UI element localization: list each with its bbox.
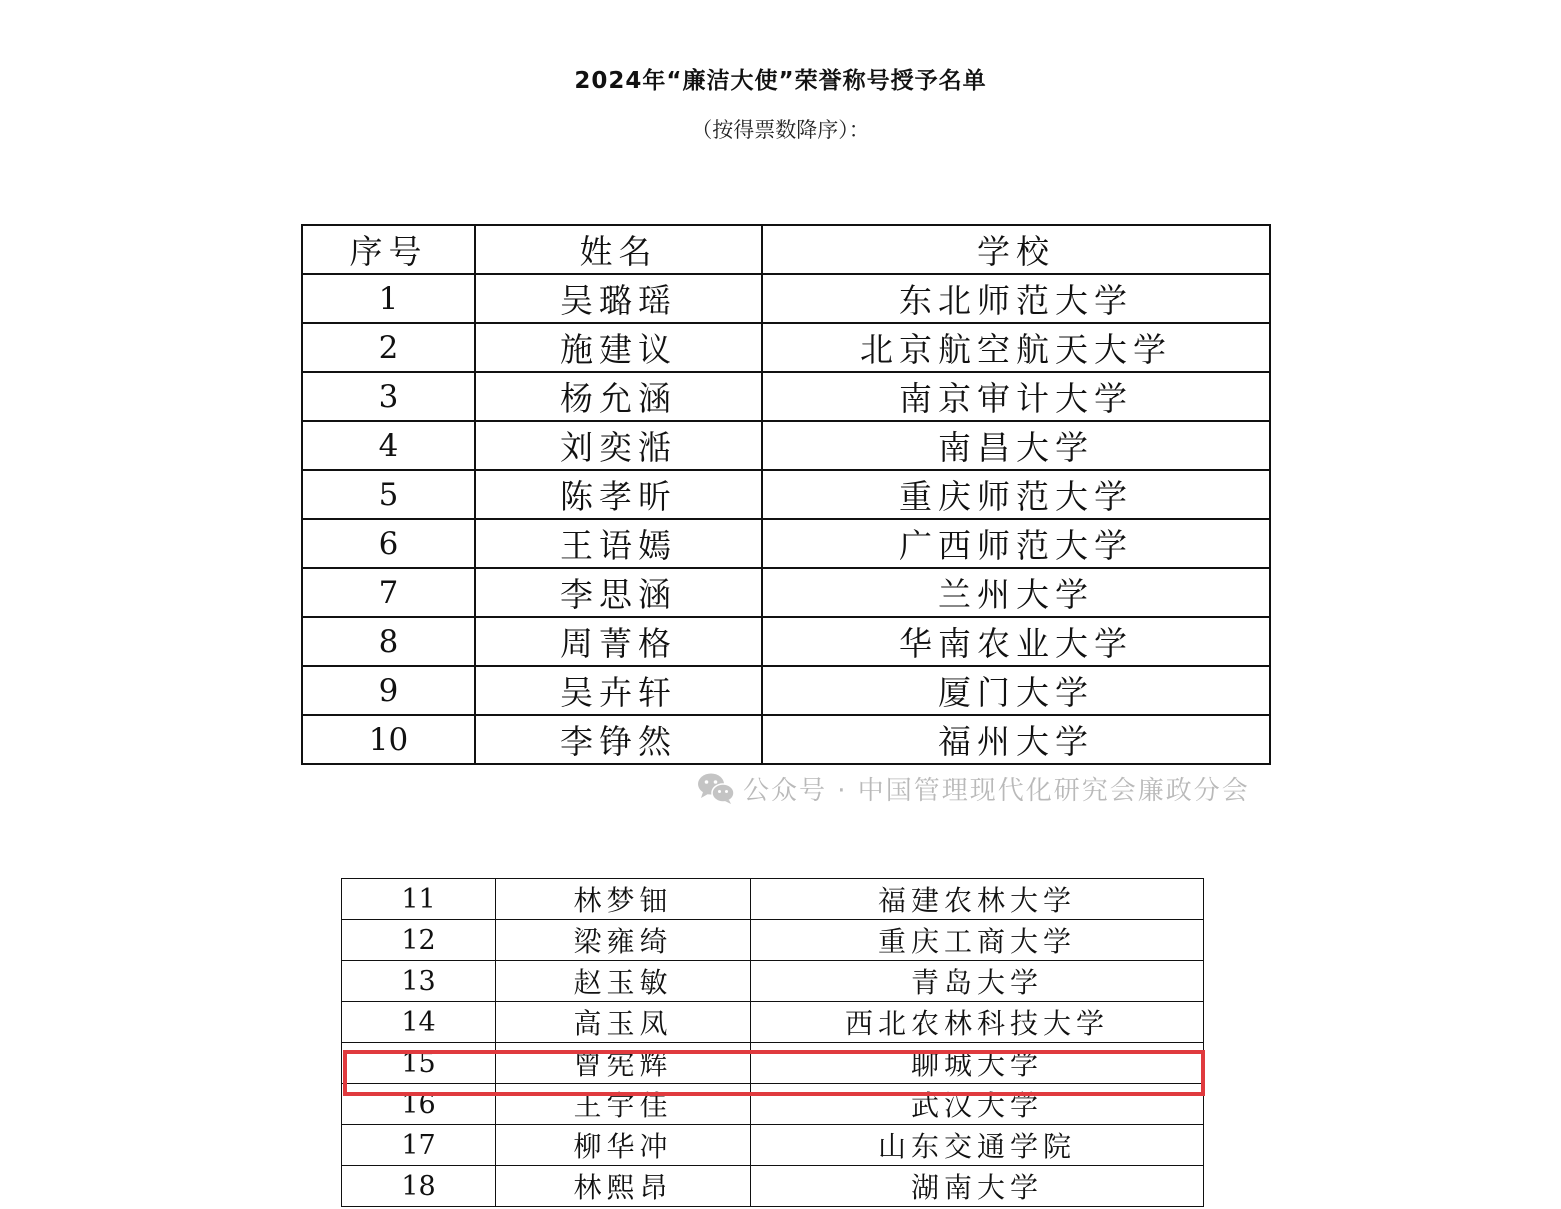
cell-index: 10 [302,715,475,764]
cell-school: 南昌大学 [762,421,1270,470]
cell-index: 11 [342,879,496,920]
cell-school: 南京审计大学 [762,372,1270,421]
cell-name: 柳华冲 [496,1125,751,1166]
cell-school: 兰州大学 [762,568,1270,617]
cell-school: 武汉大学 [751,1084,1204,1125]
cell-name: 李铮然 [475,715,762,764]
cell-index: 4 [302,421,475,470]
cell-school: 聊城大学 [751,1043,1204,1084]
table-row [302,372,1270,421]
cell-index: 7 [302,568,475,617]
cell-name: 林梦钿 [496,879,751,920]
cell-school: 华南农业大学 [762,617,1270,666]
cell-index: 3 [302,372,475,421]
cell-index: 2 [302,323,475,372]
cell-name: 刘奕湉 [475,421,762,470]
table-row [302,715,1270,764]
cell-name: 施建议 [475,323,762,372]
honoree-table-part-1 [301,224,1271,765]
header-index: 序号 [302,225,475,274]
cell-name: 王语嫣 [475,519,762,568]
cell-school: 福州大学 [762,715,1270,764]
table-row [302,323,1270,372]
document-subtitle: （按得票数降序）： [691,118,870,142]
cell-school: 北京航空航天大学 [762,323,1270,372]
cell-index: 18 [342,1166,496,1207]
cell-index: 5 [302,470,475,519]
cell-school: 西北农林科技大学 [751,1002,1204,1043]
cell-name: 吴璐瑶 [475,274,762,323]
table-row [342,1084,1204,1125]
table-row [342,1125,1204,1166]
table-row [302,470,1270,519]
cell-school: 湖南大学 [751,1166,1204,1207]
table-row [302,274,1270,323]
cell-school: 山东交通学院 [751,1125,1204,1166]
table-row [342,1002,1204,1043]
cell-index: 9 [302,666,475,715]
cell-name: 周菁格 [475,617,762,666]
cell-name: 林熙昂 [496,1166,751,1207]
cell-index: 1 [302,274,475,323]
table-header-row [302,225,1270,274]
cell-name: 李思涵 [475,568,762,617]
header-name: 姓名 [475,225,762,274]
table-row [302,421,1270,470]
cell-name: 曾宪辉 [496,1043,751,1084]
table-row [342,961,1204,1002]
cell-index: 6 [302,519,475,568]
document-title: 2024年“廉洁大使”荣誉称号授予名单 [574,68,987,94]
cell-name: 吴卉轩 [475,666,762,715]
cell-index: 15 [342,1043,496,1084]
table-row [302,568,1270,617]
cell-school: 广西师范大学 [762,519,1270,568]
header-school: 学校 [762,225,1270,274]
table-row [302,519,1270,568]
honoree-table-part-2 [341,878,1204,1207]
cell-index: 13 [342,961,496,1002]
cell-name: 赵玉敏 [496,961,751,1002]
table-row [342,879,1204,920]
cell-name: 陈孝昕 [475,470,762,519]
cell-name: 王宇佳 [496,1084,751,1125]
cell-name: 杨允涵 [475,372,762,421]
cell-school: 重庆师范大学 [762,470,1270,519]
cell-school: 青岛大学 [751,961,1204,1002]
cell-school: 福建农林大学 [751,879,1204,920]
wechat-icon [697,771,735,805]
cell-index: 12 [342,920,496,961]
table-row [342,920,1204,961]
table-row [302,666,1270,715]
watermark-text: 公众号 · 中国管理现代化研究会廉政分会 [743,775,1250,806]
cell-index: 17 [342,1125,496,1166]
cell-index: 14 [342,1002,496,1043]
cell-name: 梁雍绮 [496,920,751,961]
table-row [302,617,1270,666]
table-row-highlighted [342,1043,1204,1084]
cell-school: 东北师范大学 [762,274,1270,323]
cell-school: 厦门大学 [762,666,1270,715]
cell-school: 重庆工商大学 [751,920,1204,961]
cell-index: 8 [302,617,475,666]
cell-name: 高玉凤 [496,1002,751,1043]
table-row [342,1166,1204,1207]
wechat-watermark [697,768,1250,808]
cell-index: 16 [342,1084,496,1125]
